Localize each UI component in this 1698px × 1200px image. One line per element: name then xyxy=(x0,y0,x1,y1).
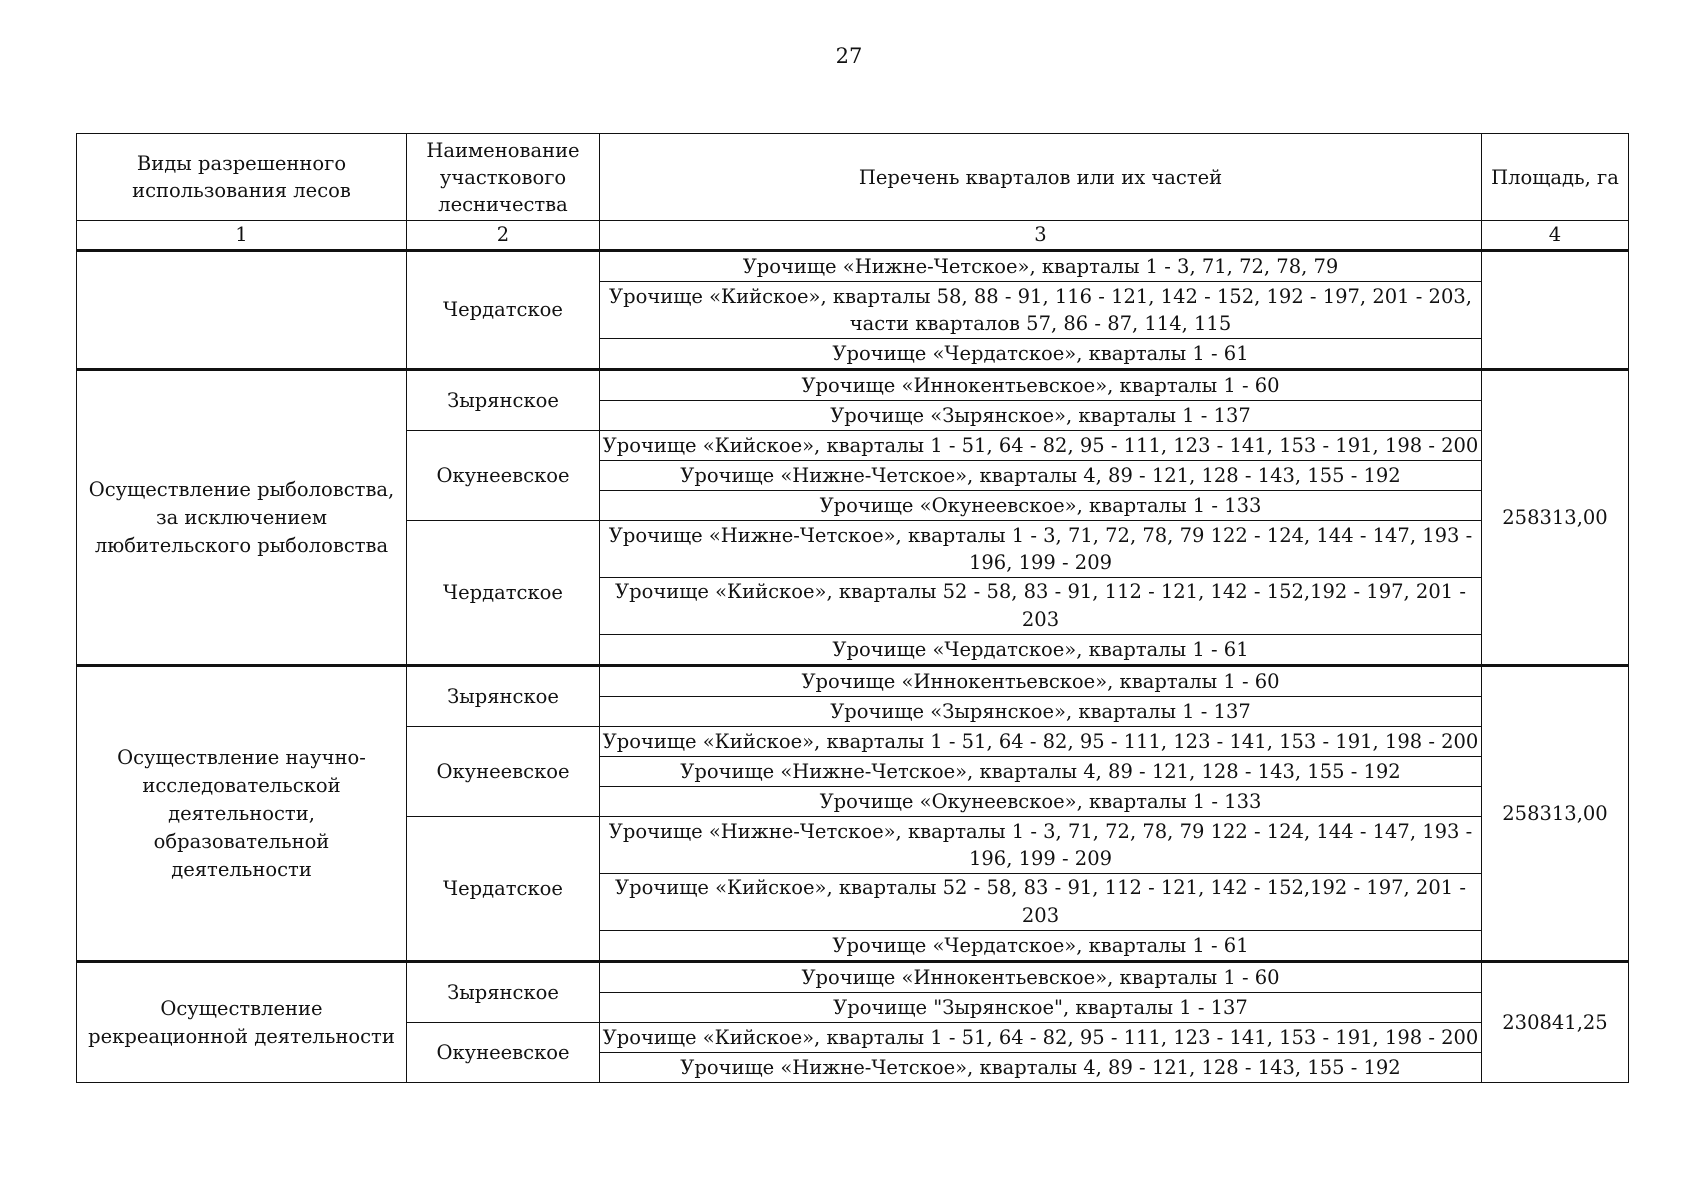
area-cell: 258313,00 xyxy=(1482,666,1629,962)
table-row xyxy=(77,251,1629,282)
quarters-cell: Урочище «Окунеевское», кварталы 1 - 133 xyxy=(600,491,1482,521)
quarters-cell: Урочище «Чердатское», кварталы 1 - 61 xyxy=(600,339,1482,370)
column-number: 2 xyxy=(407,221,600,251)
quarters-cell: Урочище «Чердатское», кварталы 1 - 61 xyxy=(600,635,1482,666)
quarters-cell: Урочище «Зырянское», кварталы 1 - 137 xyxy=(600,697,1482,727)
quarters-cell: Урочище «Нижне-Четское», кварталы 1 - 3, 71, 72, 78, 79 122 - 124, 144 - 147, 193 - 196, 199 - 209 xyxy=(600,817,1482,874)
table-body xyxy=(77,251,1629,1083)
forestry-name-cell: Зырянское xyxy=(407,370,600,431)
column-number-row xyxy=(77,221,1629,251)
use-type-cell: Осуществление рыболовства, за исключением любительского рыболовства xyxy=(77,370,407,666)
forestry-name-cell: Чердатское xyxy=(407,521,600,666)
forest-use-table xyxy=(76,133,1629,1083)
quarters-cell: Урочище «Кийское», кварталы 1 - 51, 64 - 82, 95 - 111, 123 - 141, 153 - 191, 198 - 200 xyxy=(600,727,1482,757)
use-type-cell: Осуществление рекреационной деятельности xyxy=(77,962,407,1083)
area-cell: 230841,25 xyxy=(1482,962,1629,1083)
column-number: 4 xyxy=(1482,221,1629,251)
header-forestry: Наименование участкового лесничества xyxy=(407,134,600,221)
forestry-name-cell: Зырянское xyxy=(407,962,600,1023)
forestry-name-cell: Окунеевское xyxy=(407,727,600,817)
use-type-cell xyxy=(77,251,407,370)
header-quarters: Перечень кварталов или их частей xyxy=(600,134,1482,221)
forestry-name-cell: Окунеевское xyxy=(407,431,600,521)
quarters-cell: Урочище «Иннокентьевское», кварталы 1 - 60 xyxy=(600,962,1482,993)
quarters-cell: Урочище «Кийское», кварталы 52 - 58, 83 - 91, 112 - 121, 142 - 152,192 - 197, 201 - 203 xyxy=(600,578,1482,635)
quarters-cell: Урочище «Кийское», кварталы 1 - 51, 64 - 82, 95 - 111, 123 - 141, 153 - 191, 198 - 200 xyxy=(600,1023,1482,1053)
forestry-name-cell: Окунеевское xyxy=(407,1023,600,1083)
column-number: 1 xyxy=(77,221,407,251)
forestry-name-cell: Чердатское xyxy=(407,817,600,962)
quarters-cell: Урочище «Нижне-Четское», кварталы 4, 89 - 121, 128 - 143, 155 - 192 xyxy=(600,1053,1482,1083)
area-cell xyxy=(1482,251,1629,370)
quarters-cell: Урочище «Иннокентьевское», кварталы 1 - 60 xyxy=(600,666,1482,697)
forestry-name-cell: Чердатское xyxy=(407,251,600,370)
table-row xyxy=(77,666,1629,697)
column-number: 3 xyxy=(600,221,1482,251)
area-cell: 258313,00 xyxy=(1482,370,1629,666)
quarters-cell: Урочище "Зырянское", кварталы 1 - 137 xyxy=(600,993,1482,1023)
quarters-cell: Урочище «Нижне-Четское», кварталы 1 - 3, 71, 72, 78, 79 122 - 124, 144 - 147, 193 - 196, 199 - 209 xyxy=(600,521,1482,578)
quarters-cell: Урочище «Нижне-Четское», кварталы 4, 89 - 121, 128 - 143, 155 - 192 xyxy=(600,461,1482,491)
table-row xyxy=(77,962,1629,993)
quarters-cell: Урочище «Чердатское», кварталы 1 - 61 xyxy=(600,931,1482,962)
quarters-cell: Урочище «Окунеевское», кварталы 1 - 133 xyxy=(600,787,1482,817)
header-row xyxy=(77,134,1629,221)
header-area: Площадь, га xyxy=(1482,134,1629,221)
quarters-cell: Урочище «Иннокентьевское», кварталы 1 - 60 xyxy=(600,370,1482,401)
quarters-cell: Урочище «Кийское», кварталы 58, 88 - 91, 116 - 121, 142 - 152, 192 - 197, 201 - 203, части кварталов 57, 86 - 87, 114, 115 xyxy=(600,282,1482,339)
quarters-cell: Урочище «Нижне-Четское», кварталы 1 - 3, 71, 72, 78, 79 xyxy=(600,251,1482,282)
table-row xyxy=(77,370,1629,401)
page-number: 27 xyxy=(835,44,863,68)
forestry-name-cell: Зырянское xyxy=(407,666,600,727)
quarters-cell: Урочище «Кийское», кварталы 52 - 58, 83 - 91, 112 - 121, 142 - 152,192 - 197, 201 - 203 xyxy=(600,874,1482,931)
quarters-cell: Урочище «Кийское», кварталы 1 - 51, 64 - 82, 95 - 111, 123 - 141, 153 - 191, 198 - 200 xyxy=(600,431,1482,461)
header-use-type: Виды разрешенного использования лесов xyxy=(77,134,407,221)
quarters-cell: Урочище «Зырянское», кварталы 1 - 137 xyxy=(600,401,1482,431)
quarters-cell: Урочище «Нижне-Четское», кварталы 4, 89 - 121, 128 - 143, 155 - 192 xyxy=(600,757,1482,787)
use-type-cell: Осуществление научно-исследовательской деятельности, образовательной деятельности xyxy=(77,666,407,962)
